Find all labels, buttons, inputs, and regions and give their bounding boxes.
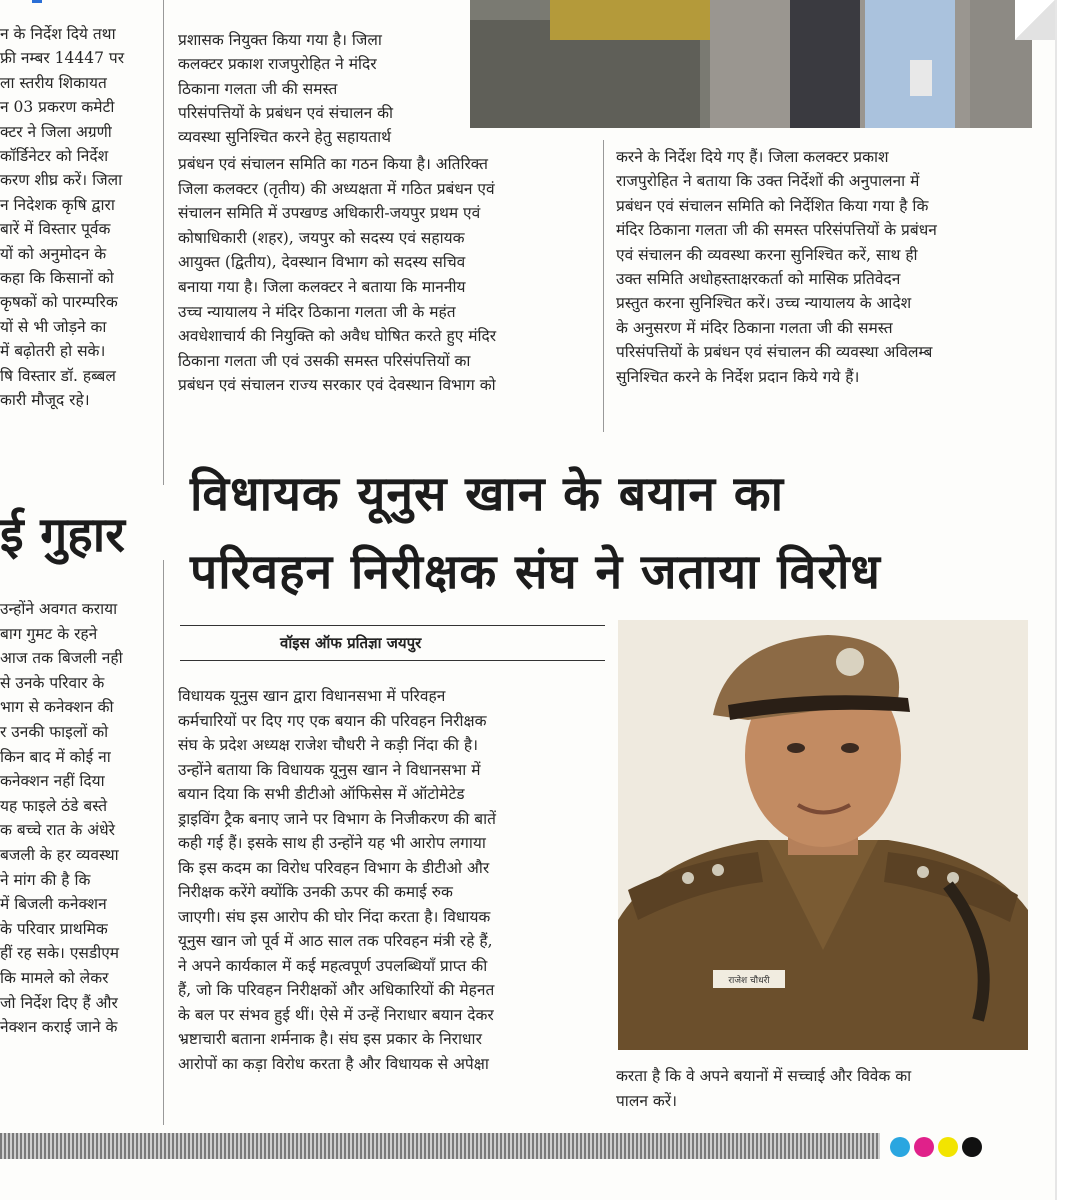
text-line: कोषाधिकारी (शहर), जयपुर को सदस्य एवं सहायक bbox=[178, 228, 465, 247]
text-line: उक्त समिति अधोहस्ताक्षरकर्ता को मासिक प्रतिवेदन bbox=[616, 270, 901, 289]
text-line: क बच्चे रात के अंधेरे bbox=[0, 821, 115, 840]
middle-column-wide bbox=[178, 152, 598, 398]
text-line: एवं संचालन की व्यवस्था करना सुनिश्चित करें, साथ ही bbox=[616, 245, 918, 264]
article-ending bbox=[616, 1064, 1055, 1114]
text-line: प्रशासक नियुक्त किया गया है। जिला bbox=[178, 31, 382, 49]
print-color-bar bbox=[0, 1133, 880, 1159]
text-line: ठिकाना गलता जी की समस्त bbox=[178, 79, 338, 98]
text-line: करता है कि वे अपने बयानों में सच्चाई और विवेक का bbox=[616, 1067, 912, 1085]
right-column bbox=[616, 145, 1055, 389]
text-line: ने अपने कार्यकाल में कई महत्वपूर्ण उपलब्धियाँ प्राप्त की bbox=[178, 956, 488, 975]
text-line: न 03 प्रकरण कमेटी bbox=[0, 98, 115, 117]
column-divider bbox=[163, 0, 164, 485]
top-news-photo bbox=[470, 0, 1032, 128]
officer-portrait-photo bbox=[618, 620, 1028, 1050]
left-story-headline: ई गुहार bbox=[0, 507, 125, 563]
text-line: आयुक्त (द्वितीय), देवस्थान विभाग को सदस्य सचिव bbox=[178, 253, 466, 272]
middle-column-top bbox=[178, 28, 460, 149]
text-line: न के निर्देश दिये तथा bbox=[0, 25, 116, 43]
text-line: कारी मौजूद रहे। bbox=[0, 391, 90, 410]
main-headline-line1: विधायक यूनुस खान के बयान का bbox=[190, 466, 785, 522]
text-line: प्रबंधन एवं संचालन समिति को निर्देशित किया गया है कि bbox=[616, 196, 929, 215]
text-line: षि विस्तार डॉ. हब्बल bbox=[0, 366, 116, 385]
text-line: भाग से कनेक्शन की bbox=[0, 698, 114, 717]
cyan-registration-dot bbox=[890, 1137, 910, 1157]
left-column-top bbox=[0, 22, 152, 413]
text-line: ला स्तरीय शिकायत bbox=[0, 73, 107, 92]
text-line: में बिजली कनेक्शन bbox=[0, 895, 107, 914]
text-line: आरोपों का कड़ा विरोध करता है और विधायक से अपेक्षा bbox=[178, 1054, 489, 1073]
page-edge-shadow bbox=[1055, 0, 1057, 1200]
text-line: जाएगी। संघ इस आरोप की घोर निंदा करता है। विधायक bbox=[178, 907, 491, 926]
text-line: उन्होंने अवगत कराया bbox=[0, 600, 118, 618]
text-line: हीं रह सके। एसडीएम bbox=[0, 944, 120, 963]
text-line: प्रस्तुत करना सुनिश्चित करें। उच्च न्यायालय के आदेश bbox=[616, 294, 912, 313]
text-line: आज तक बिजली नही bbox=[0, 649, 123, 668]
text-line: ड्राइविंग ट्रैक बनाए जाने पर विभाग के निजीकरण की बातें bbox=[178, 809, 497, 828]
text-line: किन बाद में कोई ना bbox=[0, 747, 111, 766]
text-line: उन्होंने बताया कि विधायक यूनुस खान ने विधानसभा में bbox=[178, 760, 481, 779]
text-line: न निदेशक कृषि द्वारा bbox=[0, 195, 115, 214]
text-line: निरीक्षक करेंगे क्योंकि उनकी ऊपर की कमाई रुक bbox=[178, 883, 453, 901]
magenta-registration-dot bbox=[914, 1137, 934, 1157]
text-line: जिला कलक्टर (तृतीय) की अध्यक्षता में गठित प्रबंधन एवं bbox=[178, 179, 495, 198]
text-line: के बल पर संभव हुई थीं। ऐसे में उन्हें निराधार बयान देकर bbox=[178, 1005, 494, 1024]
left-column-bottom bbox=[0, 597, 152, 1040]
text-line: करण शीघ्र करें। जिला bbox=[0, 171, 123, 190]
text-line: व्यवस्था सुनिश्चित करने हेतु सहायतार्थ bbox=[178, 128, 392, 147]
text-line: संघ के प्रदेश अध्यक्ष राजेश चौधरी ने कड़ी निंदा की है। bbox=[178, 736, 479, 754]
text-line: परिसंपत्तियों के प्रबंधन एवं संचालन की bbox=[178, 103, 394, 122]
text-line: यों से भी जोड़ने का bbox=[0, 317, 107, 336]
text-line: बयान दिया कि सभी डीटीओ ऑफिसेस में ऑटोमेटेड bbox=[178, 785, 465, 803]
text-line: प्रबंधन एवं संचालन राज्य सरकार एवं देवस्थान विभाग को bbox=[178, 376, 496, 395]
black-registration-dot bbox=[962, 1137, 982, 1157]
text-line: यूनुस खान जो पूर्व में आठ साल तक परिवहन मंत्री रहे हैं, bbox=[178, 932, 493, 950]
text-line: परिसंपत्तियों के प्रबंधन एवं संचालन की व्यवस्था अविलम्ब bbox=[616, 343, 933, 362]
text-line: पालन करें। bbox=[616, 1092, 677, 1110]
text-line: बजली के हर व्यवस्था bbox=[0, 845, 119, 864]
text-line: में बढ़ोतरी हो सके। bbox=[0, 342, 106, 361]
text-line: से उनके परिवार के bbox=[0, 673, 105, 692]
text-line: विधायक यूनुस खान द्वारा विधानसभा में परिवहन bbox=[178, 687, 446, 705]
article-body bbox=[178, 684, 600, 1076]
yellow-registration-dot bbox=[938, 1137, 958, 1157]
text-line: कलक्टर प्रकाश राजपुरोहित ने मंदिर bbox=[178, 55, 377, 74]
text-line: कि इस कदम का विरोध परिवहन विभाग के डीटीओ और bbox=[178, 858, 490, 877]
street-scene-image bbox=[470, 0, 1032, 128]
text-line: भ्रष्टाचारी बताना शर्मनाक है। संघ इस प्रकार के निराधार bbox=[178, 1030, 482, 1048]
text-line: बनाया गया है। जिला कलक्टर ने बताया कि माननीय bbox=[178, 277, 466, 296]
text-line: र उनकी फाइलों को bbox=[0, 722, 109, 741]
article-byline: वॉइस ऑफ प्रतिज्ञा जयपुर bbox=[280, 634, 422, 652]
text-line: क्टर ने जिला अग्रणी bbox=[0, 122, 112, 141]
text-line: ठिकाना गलता जी एवं उसकी समस्त परिसंपत्तियों का bbox=[178, 351, 471, 370]
text-line: कृषकों को पारम्परिक bbox=[0, 293, 118, 312]
text-line: अवधेशाचार्य की नियुक्ति को अवैध घोषित करते हुए मंदिर bbox=[178, 327, 497, 346]
text-line: के परिवार प्राथमिक bbox=[0, 919, 108, 938]
text-line: कही गई हैं। इसके साथ ही उन्होंने यह भी आरोप लगाया bbox=[178, 834, 486, 852]
text-line: संचालन समिति में उपखण्ड अधिकारी-जयपुर प्रथम एवं bbox=[178, 204, 481, 223]
text-line: सुनिश्चित करने के निर्देश प्रदान किये गये हैं। bbox=[616, 367, 860, 386]
text-line: यों को अनुमोदन के bbox=[0, 244, 107, 263]
text-line: मंदिर ठिकाना गलता जी की समस्त परिसंपत्तियों के प्रबंधन bbox=[616, 221, 937, 240]
text-line: कहा कि किसानों को bbox=[0, 269, 114, 288]
text-line: ने मांग की है कि bbox=[0, 870, 91, 889]
text-line: प्रबंधन एवं संचालन समिति का गठन किया है। अतिरिक्त bbox=[178, 155, 488, 173]
column-divider bbox=[603, 140, 604, 432]
byline-rule-top bbox=[180, 625, 605, 626]
text-line: हैं, जो कि परिवहन निरीक्षकों और अधिकारियों की मेहनत bbox=[178, 981, 495, 999]
byline-rule-bottom bbox=[180, 660, 605, 661]
officer-portrait-image bbox=[618, 620, 1028, 1050]
text-line: उच्च न्यायालय ने मंदिर ठिकाना गलता जी के महंत bbox=[178, 302, 456, 321]
text-line: कनेक्शन नहीं दिया bbox=[0, 772, 105, 791]
text-line: यह फाइले ठंडे बस्ते bbox=[0, 796, 108, 815]
text-line: कि मामले को लेकर bbox=[0, 968, 109, 987]
page-edge-marker bbox=[32, 0, 42, 3]
text-line: जो निर्देश दिए हैं और bbox=[0, 993, 118, 1012]
main-headline-line2: परिवहन निरीक्षक संघ ने जताया विरोध bbox=[190, 544, 881, 600]
text-line: कॉर्डिनेटर को निर्देश bbox=[0, 147, 109, 166]
column-divider bbox=[163, 560, 164, 1125]
text-line: फ्री नम्बर 14447 पर bbox=[0, 49, 125, 68]
text-line: नेक्शन कराई जाने के bbox=[0, 1018, 118, 1037]
text-line: के अनुसरण में मंदिर ठिकाना गलता जी की समस्त bbox=[616, 318, 893, 337]
text-line: राजपुरोहित ने बताया कि उक्त निर्देशों की अनुपालना में bbox=[616, 172, 920, 191]
page-corner bbox=[1015, 0, 1055, 40]
officer-nameplate-text: राजेश चौधरी bbox=[728, 976, 770, 986]
text-line: बाग गुमट के रहने bbox=[0, 624, 98, 643]
text-line: कर्मचारियों पर दिए गए एक बयान की परिवहन निरीक्षक bbox=[178, 711, 487, 730]
text-line: बारें में विस्तार पूर्वक bbox=[0, 220, 111, 239]
text-line: करने के निर्देश दिये गए हैं। जिला कलक्टर प्रकाश bbox=[616, 148, 889, 166]
